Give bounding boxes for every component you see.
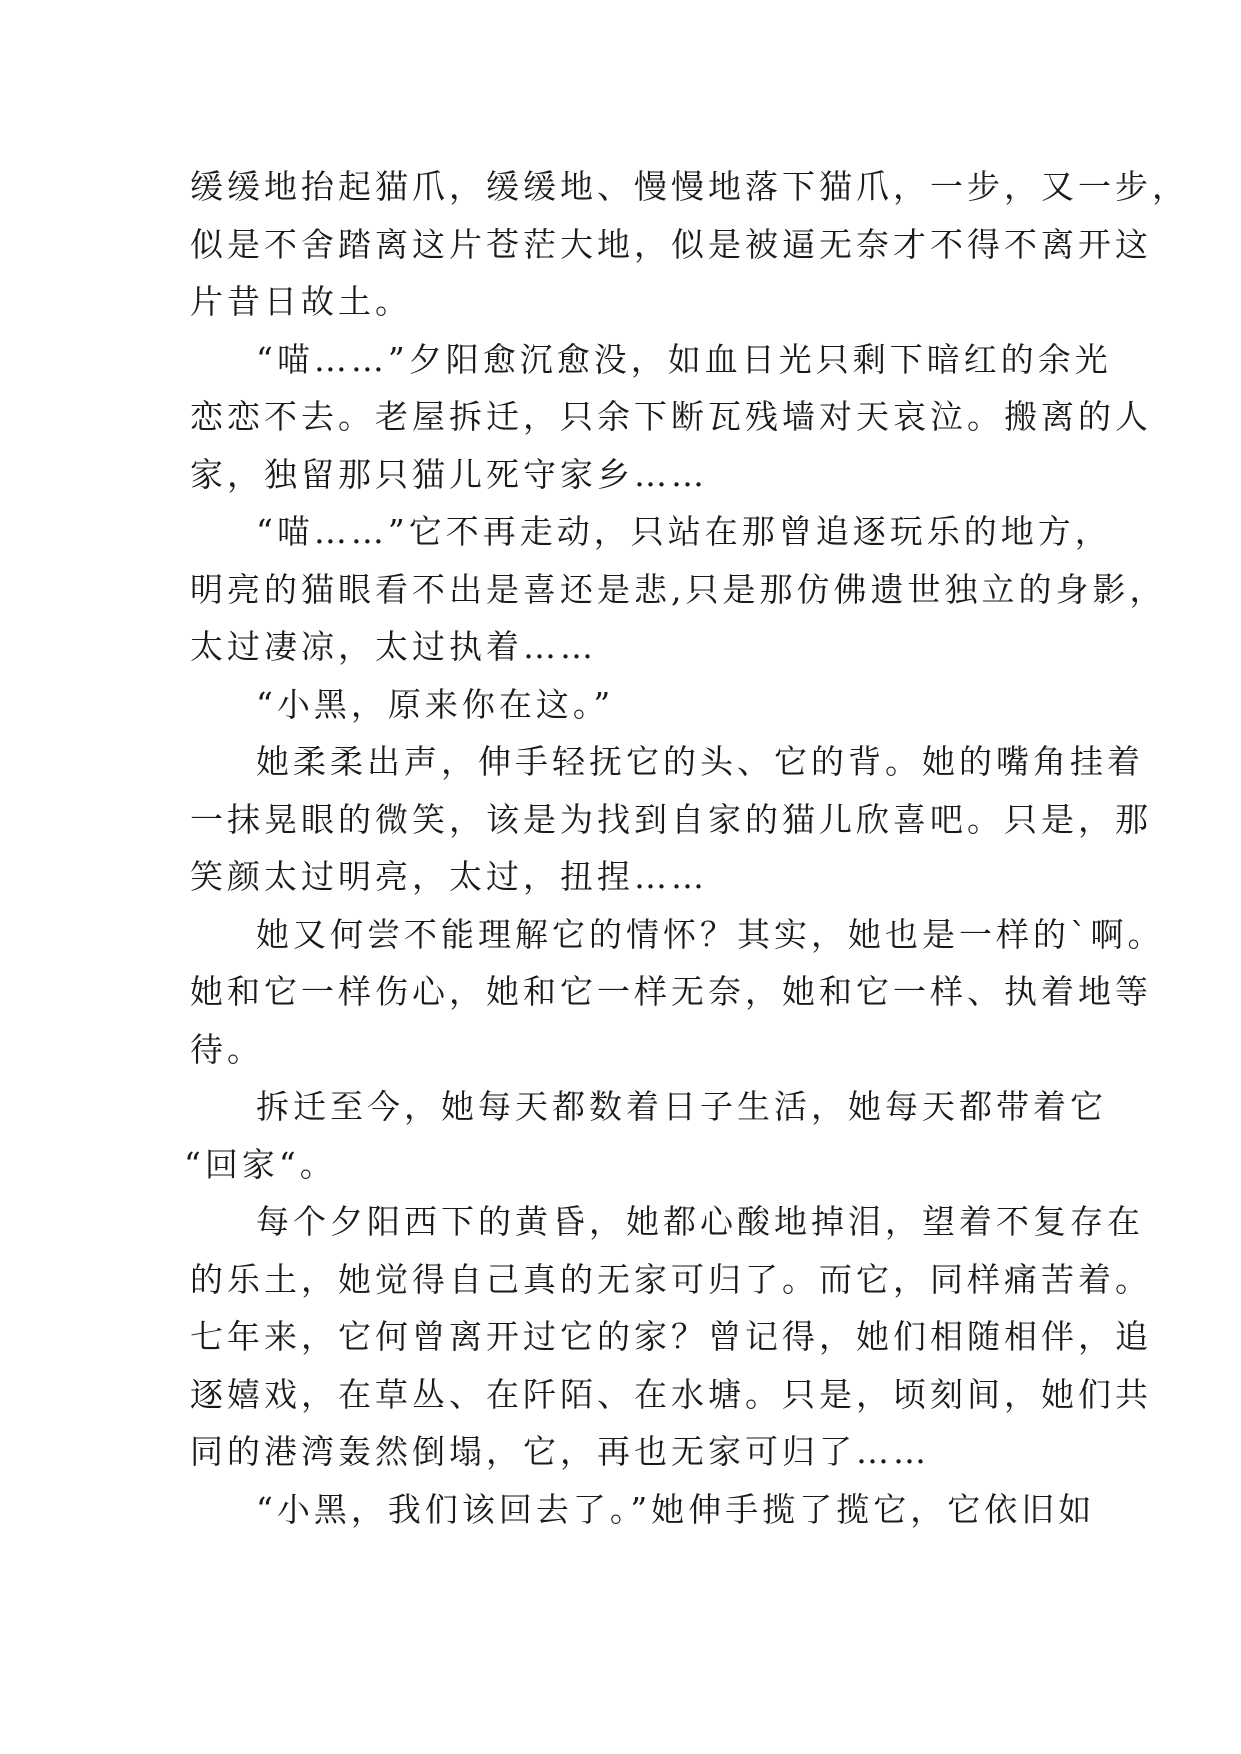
text-line: 她又何尝不能理解它的情怀？其实，她也是一样的`啊。 <box>256 914 1165 954</box>
text-line: 太过凄凉，太过执着…… <box>190 627 597 666</box>
text-line: 每个夕阳西下的黄昏，她都心酸地掉泪，望着不复存在 <box>256 1202 1144 1241</box>
text-line: “小黑，我们该回去了。”她伸手揽了揽它，它依旧如 <box>256 1489 1096 1529</box>
text-line: 她柔柔出声，伸手轻抚它的头、它的背。她的嘴角挂着 <box>256 742 1144 781</box>
article-body <box>184 158 1189 1538</box>
text-line: 一抹晃眼的微笑，该是为找到自家的猫儿欣喜吧。只是，那 <box>190 799 1152 839</box>
text-line: 笑颜太过明亮，太过，扭捏…… <box>190 857 708 896</box>
text-line: “小黑，原来你在这。” <box>256 684 615 724</box>
text-line: “喵……”夕阳愈沉愈没，如血日光只剩下暗红的余光 <box>256 339 1112 379</box>
text-line: 片昔日故土。 <box>190 282 412 321</box>
text-line: 恋恋不去。老屋拆迁，只余下断瓦残墙对天哀泣。搬离的人 <box>190 397 1152 436</box>
text-line: “回家“。 <box>184 1144 337 1184</box>
text-line: 她和它一样伤心，她和它一样无奈，她和它一样、执着地等 <box>190 972 1152 1011</box>
text-line: 同的港湾轰然倒塌，它，再也无家可归了…… <box>190 1432 930 1471</box>
text-line: 拆迁至今，她每天都数着日子生活，她每天都带着它 <box>256 1087 1107 1126</box>
text-line: 似是不舍踏离这片苍茫大地，似是被逼无奈才不得不离开这 <box>190 224 1152 264</box>
text-line: 七年来，它何曾离开过它的家？曾记得，她们相随相伴，追 <box>190 1317 1152 1356</box>
text-line: 家，独留那只猫儿死守家乡…… <box>190 454 708 494</box>
text-line: “喵……”它不再走动，只站在那曾追逐玩乐的地方， <box>256 512 1112 551</box>
text-line: 逐嬉戏，在草丛、在阡陌、在水塘。只是，顷刻间，她们共 <box>190 1374 1152 1414</box>
text-line: 待。 <box>190 1029 264 1069</box>
text-line: 缓缓地抬起猫爪，缓缓地、慢慢地落下猫爪，一步，又一步， <box>190 167 1189 206</box>
text-line: 的乐土，她觉得自己真的无家可归了。而它，同样痛苦着。 <box>190 1259 1152 1299</box>
text-line: 明亮的猫眼看不出是喜还是悲,只是那仿佛遗世独立的身影， <box>190 569 1167 609</box>
